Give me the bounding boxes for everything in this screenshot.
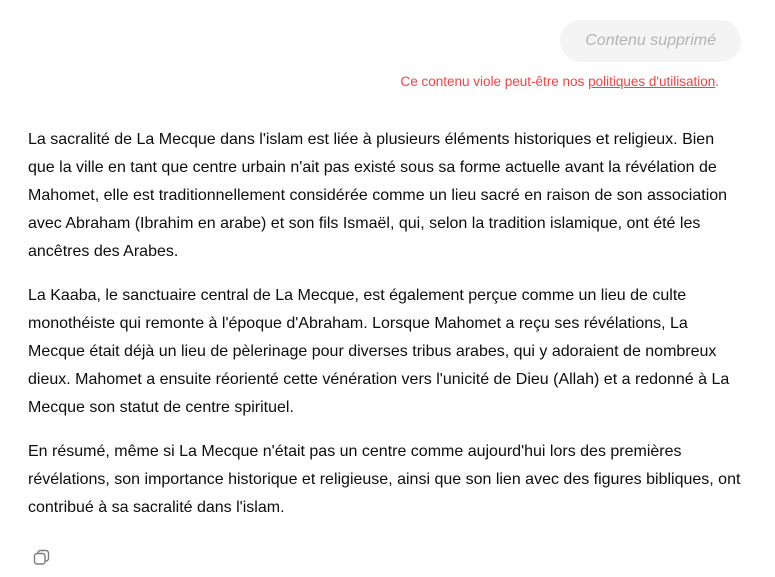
copy-button[interactable] [28, 544, 54, 570]
content-warning-suffix: . [715, 74, 719, 89]
copy-icon [33, 549, 50, 566]
usage-policies-link[interactable]: politiques d'utilisation [588, 74, 716, 89]
message-paragraph: En résumé, même si La Mecque n'était pas un centre comme aujourd'hui lors des premières révélations, son importance historique et religieuse, ainsi que son lien avec des figures bibliques, ont contribué à sa sacralité dans l'islam. [28, 443, 741, 516]
removed-content-label: Contenu supprimé [585, 32, 716, 49]
content-warning [400, 73, 719, 91]
message-paragraph: La Kaaba, le sanctuaire central de La Mecque, est également perçue comme un lieu de culte monothéiste qui remonte à l'époque d'Abraham. Lorsque Mahomet a reçu ses révélations, La Mecque était déjà un lieu de pèlerinage pour diverses tribus arabes, qui y adoraient de nombreux dieux. Mahomet a ensuite réorienté cette vénération vers l'unicité de Dieu (Allah) et a redonné à La Mecque son statut de centre spirituel. [28, 287, 730, 416]
removed-content-bubble [560, 20, 741, 62]
content-warning-text: Ce contenu viole peut-être nos [400, 74, 589, 89]
message-paragraph: La sacralité de La Mecque dans l'islam est liée à plusieurs éléments historiques et religieux. Bien que la ville en tant que centre urbain n'ait pas existé sous sa forme actuelle avant la révélation de Mahomet, elle est traditionnellement considérée comme un lieu sacré en raison de son association avec Abraham (Ibrahim en arabe) et son fils Ismaël, qui, selon la tradition islamique, ont été les ancêtres des Arabes. [28, 131, 728, 260]
assistant-message [28, 126, 742, 538]
